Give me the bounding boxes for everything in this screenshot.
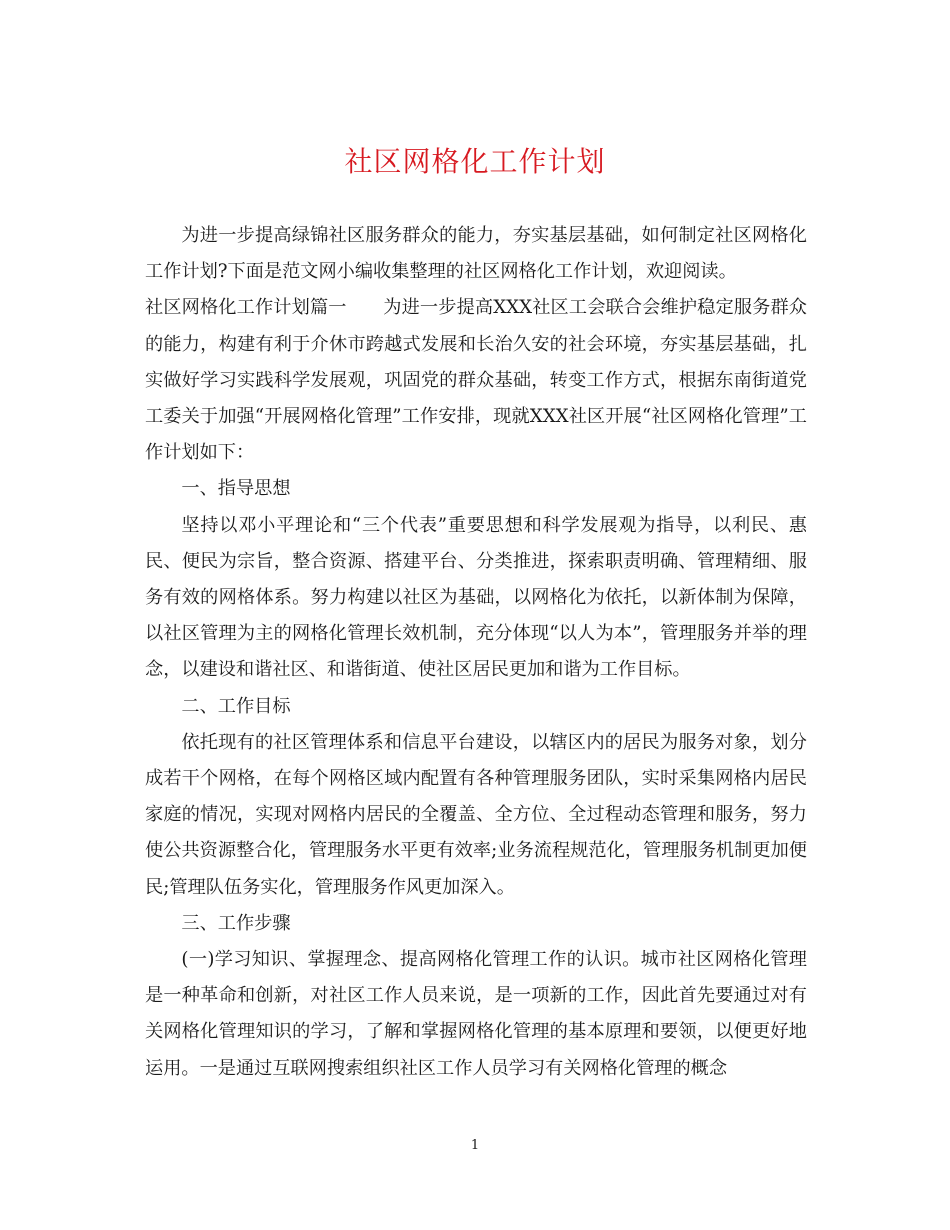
section-heading-guiding-thought: 一、指导思想 — [181, 478, 291, 500]
work-goals-paragraph: 依托现有的社区管理体系和信息平台建设，以辖区内的居民为服务对象，划分成若干个网格，在每个网格区域内配置有各种管理服务团队，实时采集网格内居民家庭的情况，实现对网格内居民的全覆盖、全方位、全过程动态管理和服务，努力使公共资源整合化，管理服务水平更有效率;业务流程规范化，管理服务机制更加便民;管理队伍务实化，管理服务作风更加深入。 — [145, 731, 807, 898]
document-title: 社区网格化工作计划 — [344, 145, 606, 178]
document-body — [145, 218, 807, 1087]
guiding-thought-paragraph: 坚持以邓小平理论和“三个代表”重要思想和科学发展观为指导，以利民、惠民、便民为宗旨，整合资源、搭建平台、分类推进，探索职责明确、管理精细、服务有效的网格体系。努力构建以社区为基础，以网格化为依托，以新体制为保障，以社区管理为主的网格化管理长效机制，充分体现“以人为本”，管理服务并举的理念，以建设和谐社区、和谐街道、使社区居民更加和谐为工作目标。 — [145, 514, 807, 681]
section-heading-work-steps: 三、工作步骤 — [181, 912, 291, 934]
section-heading-work-goals: 二、工作目标 — [181, 695, 291, 717]
page-number: 1 — [470, 1138, 480, 1153]
intro-paragraph: 为进一步提高绿锦社区服务群众的能力，夯实基层基础，如何制定社区网格化工作计划?下面是范文网小编收集整理的社区网格化工作计划，欢迎阅读。 — [145, 225, 807, 283]
plan-section-paragraph: 社区网格化工作计划篇一 为进一步提高XXX社区工会联合会维护稳定服务群众的能力，构建有利于介休市跨越式发展和长治久安的社会环境，夯实基层基础，扎实做好学习实践科学发展观，巩固党的群众基础，转变工作方式，根据东南街道党工委关于加强“开展网格化管理”工作安排，现就XXX社区开展“社区网格化管理”工作计划如下： — [145, 297, 807, 464]
work-steps-paragraph: (一)学习知识、掌握理念、提高网格化管理工作的认识。城市社区网格化管理是一种革命和创新，对社区工作人员来说，是一项新的工作，因此首先要通过对有关网格化管理知识的学习，了解和掌握网格化管理的基本原理和要领，以便更好地运用。一是通过互联网搜索组织社区工作人员学习有关网格化管理的概念 — [145, 949, 807, 1079]
